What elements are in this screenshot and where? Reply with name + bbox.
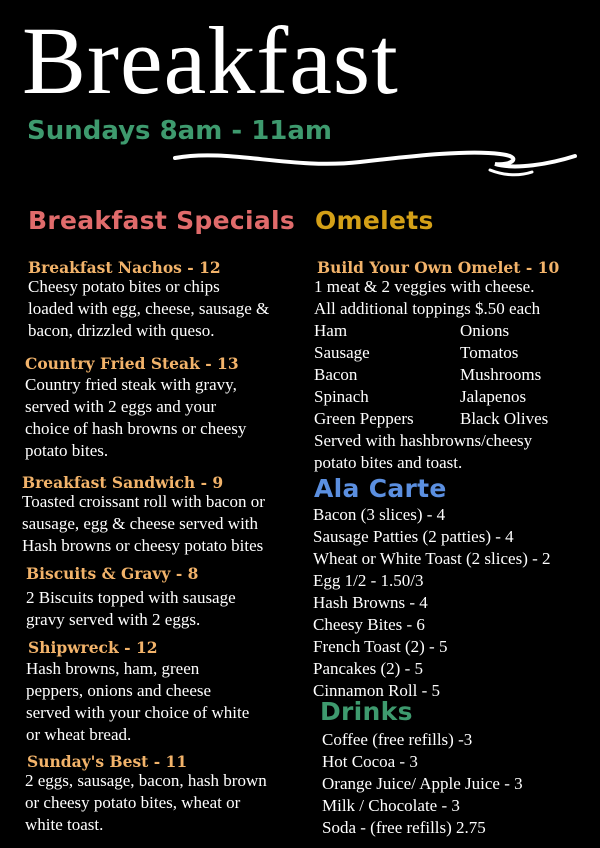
description-line: 2 eggs, sausage, bacon, hash brown	[25, 771, 267, 790]
item-title: Sunday's Best - 11	[27, 752, 188, 771]
item-description	[22, 491, 265, 557]
topping-item: Onions	[460, 321, 510, 340]
menu-item	[28, 258, 221, 277]
menu-item	[28, 638, 158, 657]
item-title: Country Fried Steak - 13	[25, 354, 239, 373]
hours-subtitle: Sundays 8am - 11am	[27, 116, 333, 146]
menu-item	[25, 354, 239, 373]
item-title: Shipwreck - 12	[28, 638, 158, 657]
item-description	[26, 658, 249, 746]
menu-item	[27, 752, 187, 771]
description-line: choice of hash browns or cheesy	[25, 419, 247, 438]
toppings-right-list	[460, 320, 548, 430]
description-line: peppers, onions and cheese	[26, 681, 212, 700]
omelet-served-with	[314, 430, 532, 474]
item-description	[26, 587, 236, 631]
list-item: Hash Browns - 4	[313, 593, 428, 612]
description-line: potato bites.	[25, 441, 109, 460]
topping-item: Green Peppers	[314, 409, 414, 428]
list-item: French Toast (2) - 5	[313, 637, 448, 656]
page-title: Breakfast	[22, 7, 399, 114]
list-item: Wheat or White Toast (2 slices) - 2	[313, 549, 551, 568]
description-line: gravy served with 2 eggs.	[26, 610, 201, 629]
list-item: Cinnamon Roll - 5	[313, 681, 441, 700]
description-line: All additional toppings $.50 each	[314, 299, 541, 318]
description-line: Country fried steak with gravy,	[25, 375, 237, 394]
item-title: Biscuits & Gravy - 8	[26, 564, 199, 583]
description-line: sausage, egg & cheese served with	[22, 514, 259, 533]
drinks-list	[322, 729, 523, 839]
topping-item: Black Olives	[460, 409, 549, 428]
omelet-intro	[314, 276, 540, 320]
description-line: Cheesy potato bites or chips	[28, 277, 220, 296]
description-line: Hash browns, ham, green	[26, 659, 200, 678]
description-line: or wheat bread.	[26, 725, 132, 744]
toppings-left-list	[314, 320, 414, 430]
description-line: Toasted croissant roll with bacon or	[22, 492, 265, 511]
topping-item: Bacon	[314, 365, 358, 384]
topping-item: Mushrooms	[460, 365, 542, 384]
description-line: bacon, drizzled with queso.	[28, 321, 215, 340]
drinks-heading: Drinks	[320, 697, 413, 726]
description-line: or cheesy potato bites, wheat or	[25, 793, 241, 812]
omelets-heading: Omelets	[315, 206, 434, 235]
description-line: served with 2 eggs and your	[25, 397, 217, 416]
topping-item: Ham	[314, 321, 348, 340]
description-line: 2 Biscuits topped with sausage	[26, 588, 236, 607]
list-item: Orange Juice/ Apple Juice - 3	[322, 774, 523, 793]
item-title: Breakfast Nachos - 12	[28, 258, 221, 277]
list-item: Coffee (free refills) -3	[322, 730, 473, 749]
topping-item: Jalapenos	[460, 387, 527, 406]
specials-heading: Breakfast Specials	[28, 206, 296, 235]
description-line: 1 meat & 2 veggies with cheese.	[314, 277, 535, 296]
description-line: white toast.	[25, 815, 104, 834]
description-line: potato bites and toast.	[314, 453, 463, 472]
list-item: Bacon (3 slices) - 4	[313, 505, 446, 524]
description-line: Served with hashbrowns/cheesy	[314, 431, 533, 450]
item-description	[25, 770, 267, 836]
description-line: loaded with egg, cheese, sausage &	[28, 299, 270, 318]
menu-item	[22, 473, 223, 492]
list-item: Pancakes (2) - 5	[313, 659, 423, 678]
list-item: Cheesy Bites - 6	[313, 615, 425, 634]
list-item: Soda - (free refills) 2.75	[322, 818, 486, 837]
item-description	[25, 374, 246, 462]
ala-carte-list	[313, 504, 551, 702]
item-description	[28, 276, 269, 342]
topping-item: Sausage	[314, 343, 370, 362]
description-line: served with your choice of white	[26, 703, 250, 722]
topping-item: Tomatos	[460, 343, 519, 362]
item-title: Build Your Own Omelet - 10	[317, 258, 560, 277]
list-item: Hot Cocoa - 3	[322, 752, 418, 771]
list-item: Egg 1/2 - 1.50/3	[313, 571, 424, 590]
topping-item: Spinach	[314, 387, 369, 406]
list-item: Milk / Chocolate - 3	[322, 796, 460, 815]
ala-carte-heading: Ala Carte	[314, 474, 447, 503]
item-title: Breakfast Sandwich - 9	[22, 473, 224, 492]
menu-item	[26, 564, 198, 583]
decorative-swash-icon	[170, 140, 580, 185]
description-line: Hash browns or cheesy potato bites	[22, 536, 264, 555]
list-item: Sausage Patties (2 patties) - 4	[313, 527, 514, 546]
